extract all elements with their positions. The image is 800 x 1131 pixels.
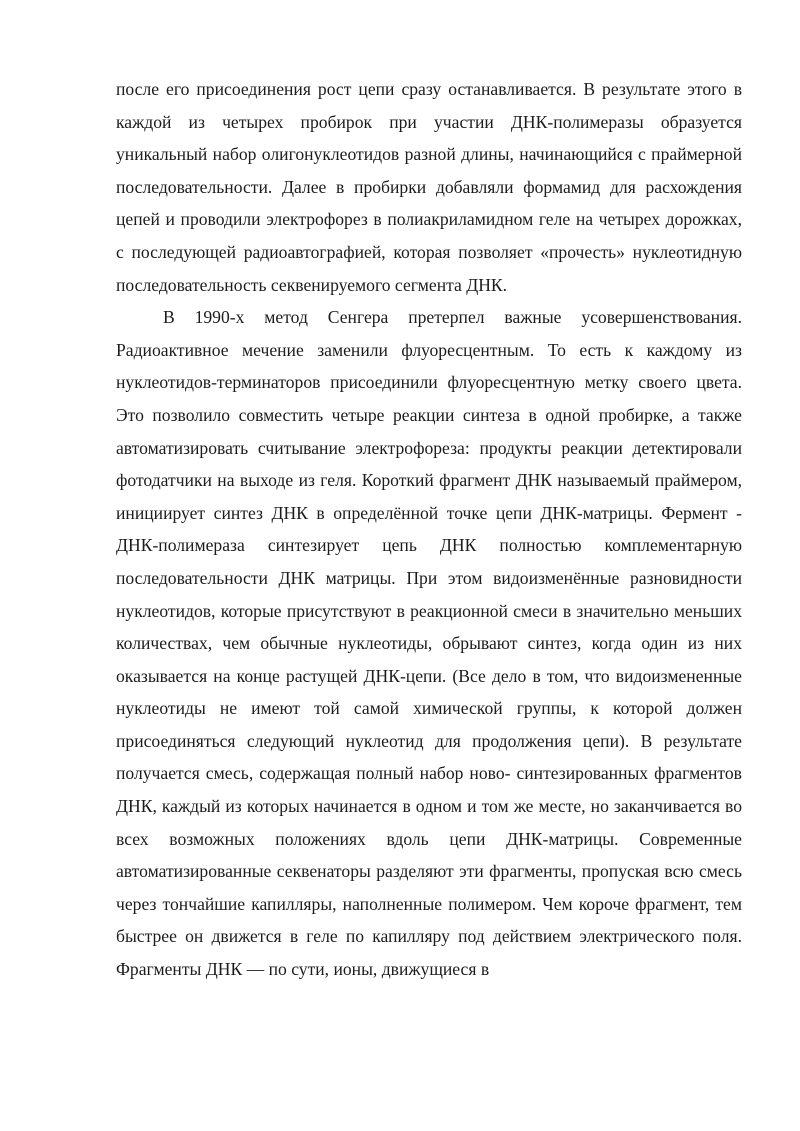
paragraph-sanger-improvements: В 1990-х метод Сенгера претерпел важные усовершенствования. Радиоактивное мечение заменили флуоресцентным. То есть к каждому из нуклеотидов-терминаторов присоединили флуоресцентную метку своего цвета. Это позволило совместить четыре реакции синтеза в одной пробирке, а также автоматизировать считывание электрофореза: продукты реакции детектировали фотодатчики на выходе из геля. Короткий фрагмент ДНК называемый праймером, инициирует синтез ДНК в определённой точке цепи ДНК-матрицы. Фермент - ДНК-полимераза синтезирует цепь ДНК полностью комплементарную последовательности ДНК матрицы. При этом видоизменённые разновидности нуклеотидов, которые присутствуют в реакционной смеси в значительно меньших количествах, чем обычные нуклеотиды, обрывают синтез, когда один из них оказывается на конце растущей ДНК-цепи. (Все дело в том, что видоизмененные нуклеотиды не имеют той самой химической группы, к которой должен присоединяться следующий нуклеотид для продолжения цепи). В результате получается смесь, содержащая полный набор ново- синтезированных фрагментов ДНК, каждый из которых начинается в одном и том же месте, но заканчивается во всех возможных положениях вдоль цепи ДНК-матрицы. Современные автоматизированные секвенаторы разделяют эти фрагменты, пропуская всю смесь через тончайшие капилляры, наполненные полимером. Чем короче фрагмент, тем быстрее он движется в геле по капилляру под действием электрического поля. Фрагменты ДНК — по сути, ионы, движущиеся в: [116, 307, 742, 980]
document-body: [116, 73, 742, 986]
paragraph-continuation: после его присоединения рост цепи сразу останавливается. В результате этого в каждой из четырех пробирок при участии ДНК-полимеразы образуется уникальный набор олигонуклеотидов разной длины, начинающийся с праймерной последовательности. Далее в пробирки добавляли формамид для расхождения цепей и проводили электрофорез в полиакриламидном геле на четырех дорожках, с последующей радиоавтографией, которая позволяет «прочесть» нуклеотидную последовательность секвенируемого сегмента ДНК.: [116, 79, 742, 295]
